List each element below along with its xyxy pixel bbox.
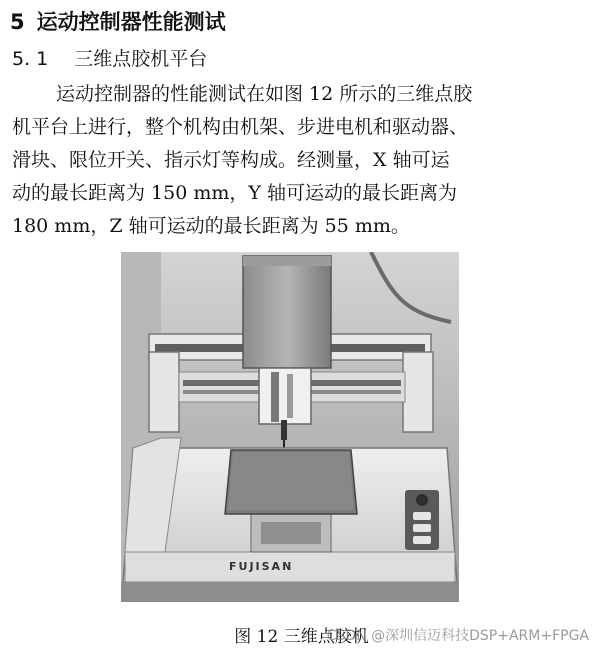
- section-heading: [10, 6, 226, 36]
- section-number: 5: [10, 10, 25, 34]
- dispenser-machine-illustration: [121, 252, 459, 602]
- subsection-title: 三维点胶机平台: [74, 48, 208, 70]
- subsection-heading: [12, 44, 207, 71]
- body-paragraph: [12, 78, 572, 243]
- subsection-number: 5. 1: [12, 48, 49, 70]
- paragraph-line: 滑块、限位开关、指示灯等构成。经测量，X 轴可运: [12, 149, 450, 171]
- dispenser-machine-photo: [121, 252, 459, 602]
- paragraph-line: 机平台上进行，整个机构由机架、步进电机和驱动器、: [12, 116, 469, 138]
- machine-brand-label: FUJISAN: [229, 560, 294, 573]
- watermark-text: CSDN @深圳信迈科技DSP+ARM+FPGA: [326, 628, 589, 644]
- paragraph-line: 运动控制器的性能测试在如图 12 所示的三维点胶: [56, 83, 473, 105]
- paragraph-line: 动的最长距离为 150 mm，Y 轴可运动的最长距离为: [12, 182, 457, 204]
- section-title: 运动控制器性能测试: [36, 10, 226, 34]
- figure-caption: 图 12 三维点胶机: [234, 627, 369, 647]
- paragraph-line: 180 mm，Z 轴可运动的最长距离为 55 mm。: [12, 215, 410, 237]
